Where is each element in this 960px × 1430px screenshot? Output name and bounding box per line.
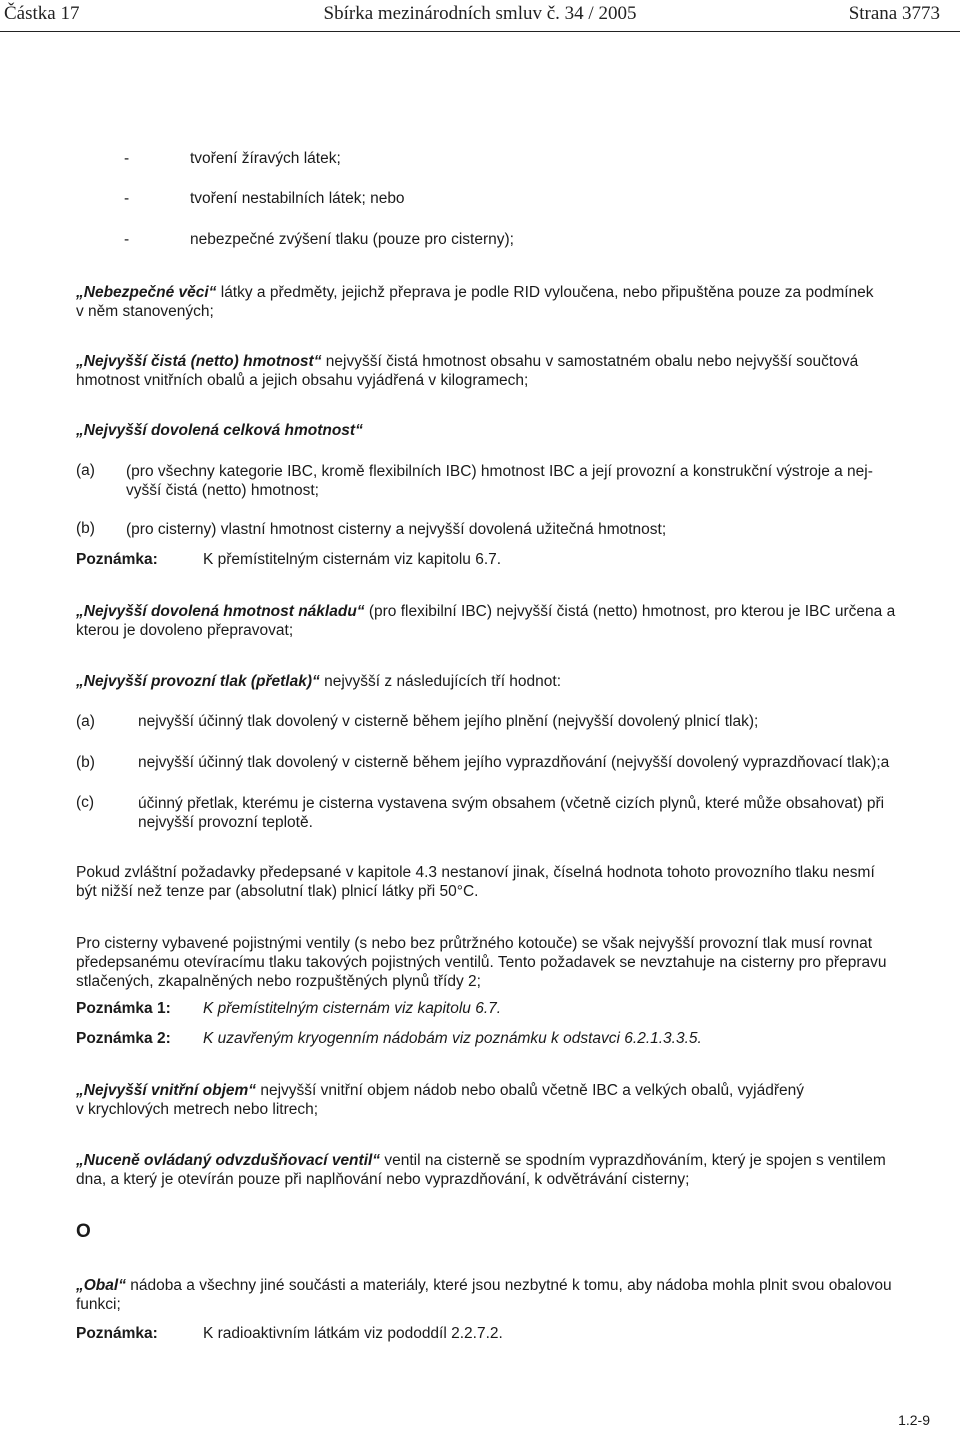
definition-text: nádoba a všechny jiné součásti a materiály, které jsou nezbytné k tomu, aby nádoba mohla plnit svou obalovou (125, 1277, 892, 1294)
page-number: 1.2-9 (898, 1412, 930, 1428)
header-page: Strana 3773 (848, 3, 940, 24)
definition-text: (pro flexibilní IBC) nejvyšší čistá (netto) hmotnost, pro kterou je IBC určena a (364, 603, 896, 620)
definition-text: nejvyšší vnitřní objem nádob nebo obalů včetně IBC a velkých obalů, vyjádřený (256, 1082, 805, 1099)
note-text: K uzavřeným kryogenním nádobám viz poznámku k odstavci 6.2.1.3.3.5. (203, 1030, 702, 1047)
enum-body (126, 462, 873, 500)
enum-label: (a) (76, 462, 95, 479)
definition-vent-valve (76, 1151, 886, 1189)
paragraph (76, 863, 875, 901)
definition-text: kterou je dovoleno přepravovat; (76, 622, 294, 639)
definition-term: „Nejvyšší dovolená hmotnost nákladu“ (76, 603, 365, 620)
definition-max-pressure (76, 673, 561, 691)
definition-text: v něm stanovených; (76, 303, 214, 320)
definition-net-mass (76, 352, 858, 390)
definition-dangerous-goods (76, 283, 874, 321)
paragraph-text: předepsanému otevíracímu tlaku takových pojistných ventilů. Tento požadavek se nevztahuje na cisterny pro přepravu (76, 954, 887, 971)
enum-text: (pro cisterny) vlastní hmotnost cisterny a nejvyšší dovolená užitečná hmotnost; (126, 521, 667, 538)
paragraph (76, 934, 886, 991)
enum-label: (c) (76, 794, 95, 811)
paragraph-text: Pokud zvláštní požadavky předepsané v kapitole 4.3 nestanoví jinak, číselná hodnota tohoto provozního tlaku nesmí (76, 864, 875, 881)
header-part: Částka 17 (4, 3, 80, 24)
page-header (0, 0, 960, 32)
definition-max-capacity (76, 1081, 804, 1119)
note-text: K radioaktivním látkám viz pododdíl 2.2.7.2. (203, 1325, 503, 1342)
definition-text: nejvyšší z následujících tří hodnot: (319, 673, 562, 690)
definition-text: ventil na cisterně se spodním vyprazdňováním, který je spojen s ventilem (380, 1152, 886, 1169)
dash-item-text: tvoření nestabilních látek; nebo (190, 190, 405, 207)
definition-term: „Nebezpečné věci“ (76, 284, 217, 301)
enum-text: nejvyšší provozní teplotě. (138, 814, 313, 831)
section-letter: O (76, 1221, 91, 1242)
definition-packaging (76, 1276, 892, 1314)
definition-text: nejvyšší čistá hmotnost obsahu v samostatném obalu nebo nejvyšší součtová (321, 353, 859, 370)
definition-term: „Nejvyšší provozní tlak (přetlak)“ (76, 673, 320, 690)
definition-text: v krychlových metrech nebo litrech; (76, 1101, 319, 1118)
definition-max-load (76, 602, 895, 640)
dash-item-text: tvoření žíravých látek; (190, 150, 341, 167)
note-label: Poznámka 1: (76, 1000, 171, 1017)
definition-term: „Nejvyšší čistá (netto) hmotnost“ (76, 353, 322, 370)
note-text: K přemístitelným cisternám viz kapitolu 6.7. (203, 551, 502, 568)
enum-body (138, 794, 884, 832)
definition-term: „Obal“ (76, 1277, 126, 1294)
dash-marker: - (124, 150, 130, 167)
enum-text: vyšší čistá (netto) hmotnost; (126, 482, 319, 499)
definition-term: „Nejvyšší vnitřní objem“ (76, 1082, 257, 1099)
note-label: Poznámka: (76, 1325, 158, 1342)
enum-text: účinný přetlak, kterému je cisterna vystavena svým obsahem (včetně cizích plynů, které může obsahovat) při (138, 795, 885, 812)
paragraph-text: stlačených, zkapalněných nebo rozpuštěných plynů třídy 2; (76, 973, 481, 990)
definition-text: hmotnost vnitřních obalů a jejich obsahu vyjádřená v kilogramech; (76, 372, 529, 389)
paragraph-text: být nižší než tenze par (absolutní tlak) plnicí látky při 50°C. (76, 883, 479, 900)
enum-text: (pro všechny kategorie IBC, kromě flexibilních IBC) hmotnost IBC a její provozní a konstrukční výstroje a nej- (126, 463, 873, 480)
note-label: Poznámka: (76, 551, 158, 568)
enum-label: (b) (76, 754, 95, 771)
dash-marker: - (124, 231, 130, 248)
definition-text: funkci; (76, 1296, 121, 1313)
header-title: Sbírka mezinárodních smluv č. 34 / 2005 (323, 3, 637, 24)
enum-text: nejvyšší účinný tlak dovolený v cisterně během jejího vyprazdňování (nejvyšší dovolený vyprazdňovací tlak);a (138, 754, 890, 771)
definition-term: „Nejvyšší dovolená celková hmotnost“ (76, 422, 363, 439)
enum-label: (a) (76, 713, 95, 730)
enum-text: nejvyšší účinný tlak dovolený v cisterně během jejího plnění (nejvyšší dovolený plnicí tlak); (138, 713, 759, 730)
enum-label: (b) (76, 520, 95, 537)
note-text: K přemístitelným cisternám viz kapitolu 6.7. (203, 1000, 502, 1017)
paragraph-text: Pro cisterny vybavené pojistnými ventily (s nebo bez průtržného kotouče) se však nejvyšší provozní tlak musí rovnat (76, 935, 873, 952)
definition-text: dna, a který je otevírán pouze při naplňování nebo vyprazdňování, k odvětrávání cisterny; (76, 1171, 690, 1188)
note-label: Poznámka 2: (76, 1030, 171, 1047)
dash-item-text: nebezpečné zvýšení tlaku (pouze pro cisterny); (190, 231, 514, 248)
dash-marker: - (124, 190, 130, 207)
definition-term: „Nuceně ovládaný odvzdušňovací ventil“ (76, 1152, 381, 1169)
definition-text: látky a předměty, jejichž přeprava je podle RID vyloučena, nebo připuštěna pouze za podmínek (216, 284, 874, 301)
